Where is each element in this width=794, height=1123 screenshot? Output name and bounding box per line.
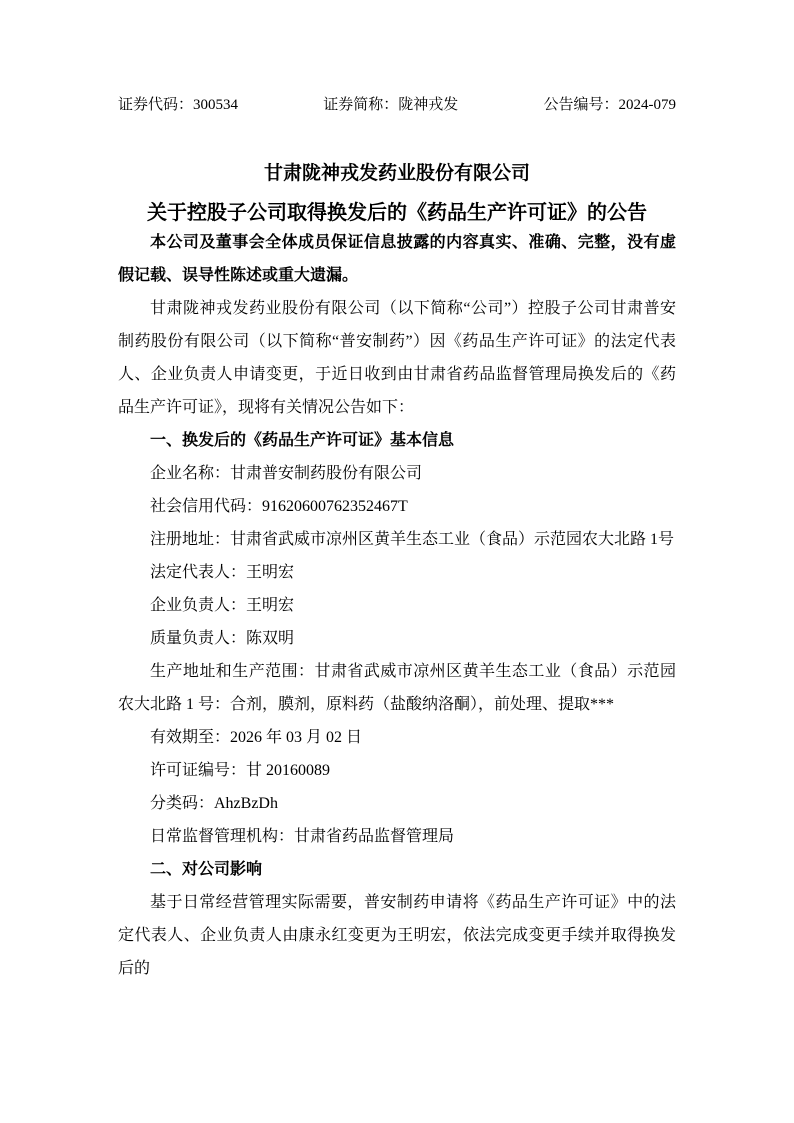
section1-heading: 一、换发后的《药品生产许可证》基本信息 (150, 432, 455, 450)
license-info-list (118, 457, 676, 853)
license-info-item: 许可证编号：甘 20160089 (150, 762, 331, 780)
license-info-item: 社会信用代码：91620600762352467T (150, 498, 408, 516)
stock-abbr: 证券简称：陇神戎发 (323, 97, 459, 113)
stock-code: 证券代码：300534 (118, 97, 239, 113)
license-info-item: 注册地址：甘肃省武威市凉州区黄羊生态工业（食品）示范园农大北路 1号 (150, 531, 675, 549)
intro-paragraph: 甘肃陇神戎发药业股份有限公司（以下简称“公司”）控股子公司甘肃普安制药股份有限公司（以下简称“普安制药”）因《药品生产许可证》的法定代表人、企业负责人申请变更，于近日收到由甘肃省药品监督管理局换发后的《药品生产许可证》，现将有关情况公告如下： (118, 300, 676, 417)
license-info-item: 有效期至：2026 年 03 月 02 日 (150, 729, 363, 747)
section2-heading: 二、对公司影响 (150, 861, 263, 879)
document-header (118, 96, 676, 116)
announcement-title: 关于控股子公司取得换发后的《药品生产许可证》的公告 (147, 202, 647, 225)
license-info-item: 生产地址和生产范围：甘肃省武威市凉州区黄羊生态工业（食品）示范园农大北路 1 号：合剂，膜剂，原料药（盐酸纳洛酮），前处理、提取*** (118, 663, 676, 714)
license-info-item: 质量负责人：陈双明 (150, 630, 295, 648)
license-info-item: 企业名称：甘肃普安制药股份有限公司 (150, 465, 423, 483)
license-info-item: 法定代表人：王明宏 (150, 564, 295, 582)
license-info-item: 日常监督管理机构：甘肃省药品监督管理局 (150, 828, 455, 846)
announcement-number: 公告编号：2024-079 (543, 97, 676, 113)
section2-paragraph: 基于日常经营管理实际需要，普安制药申请将《药品生产许可证》中的法定代表人、企业负责人由康永红变更为王明宏，依法完成变更手续并取得换发后的 (118, 894, 676, 978)
company-title: 甘肃陇神戎发药业股份有限公司 (263, 162, 530, 184)
board-disclaimer: 本公司及董事会全体成员保证信息披露的内容真实、准确、完整，没有虚假记载、误导性陈述或重大遗漏。 (118, 234, 676, 285)
license-info-item: 分类码：AhzBzDh (150, 795, 278, 813)
license-info-item: 企业负责人：王明宏 (150, 597, 295, 615)
